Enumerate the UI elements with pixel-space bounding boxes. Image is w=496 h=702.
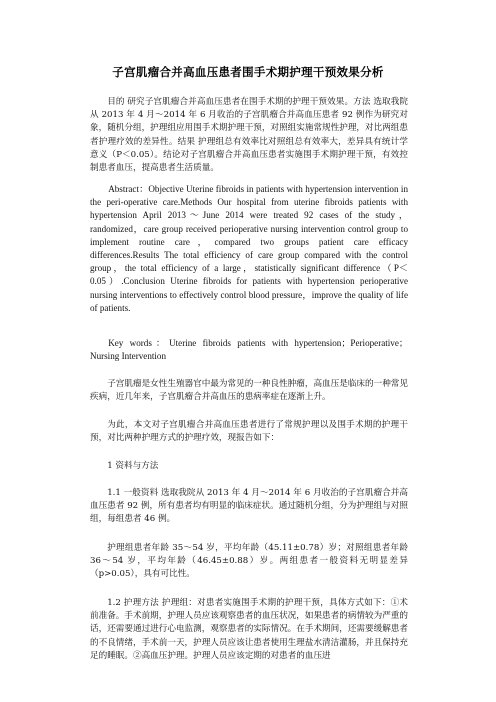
intro-paragraph-1: 子宫肌瘤是女性生殖器官中最为常见的一种良性肿瘤，高血压是临床的一种常见疾病，近几年来，子宫肌瘤合并高血压的患病率症在逐渐上升。: [90, 379, 408, 403]
chinese-abstract: 目的 研究子宫肌瘤合并高血压患者在围手术期的护理干预效果。方法 选取我院从 2013 年 4 月～2014 年 6 月收治的子宫肌瘤合并高血压患者 92 例作为研究对象，随机分组，护理组应用围手术期护理干预，对照组实施常规性护理，对比两组患者护理疗效的差异性。结果 护理组总有效率比对照组总有效率大，差异具有统计学意义（P＜0.05）。结论对子宫肌瘤合并高血压患者实施围手术期护理干预，有效控制患者血压，提高患者生活质量。: [90, 97, 408, 174]
nursing-method-paragraph: 1.2 护理方法 护理组：对患者实施围手术期的护理干预，具体方式如下：①术前准备。手术前期，护理人员应该观察患者的血压状况，如果患者的病情较为严重的话，还需要通过进行心电监测，观察患者的实际情况。在手术期间，还需要缓解患者的不良情绪，手术前一天，护理人员应该让患者使用生理盐水清洁灌肠，并且保持充足的睡眠。②高血压护理。护理人员应该定期的对患者的血压进: [90, 598, 408, 661]
section-heading-materials-methods: 1 资料与方法: [107, 461, 159, 471]
general-data-paragraph: 1.1 一般资料 选取我院从 2013 年 4 月～2014 年 6 月收治的子宫肌瘤合并高血压患者 92 例，所有患者均有明显的临床症状。通过随机分组，分为护理组与对照组，每组患者 46 例。: [90, 488, 408, 525]
age-data-paragraph: 护理组患者年龄 35～54 岁，平均年龄（45.11±0.78）岁；对照组患者年龄 36～54 岁，平均年龄（46.45±0.88）岁。两组患者一般资料无明显差异（p>0.05），具有可比性。: [90, 543, 408, 580]
english-abstract: Abstract：Objective Uterine fibroids in patients with hypertension intervention in the peri-operative care.Methods Our hospital from uterine fibroids patients with hypertension April 2013～June 2014 were treated 92 cases of the study，randomized，care group received perioperative nursing intervention control group to implement routine care，compared two groups patient care efficacy differences.Results The total efficiency of care group compared with the control group，the total efficiency of a large，statistically significant difference（P＜0.05）.Conclusion Uterine fibroids for patients with hypertension perioperative nursing interventions to effectively control blood pressure，improve the quality of life of patients.: [90, 184, 408, 313]
intro-paragraph-2: 为此，本文对子宫肌瘤合并高血压患者进行了常规护理以及围手术期的护理干预，对比两种护理方式的护理疗效，现报告如下：: [90, 420, 408, 444]
keywords: Key words：Uterine fibroids patients with hypertension；Perioperative；Nursing Intervention: [90, 338, 408, 362]
paper-title: 子宫肌瘤合并高血压患者围手术期护理干预效果分析: [112, 65, 384, 79]
